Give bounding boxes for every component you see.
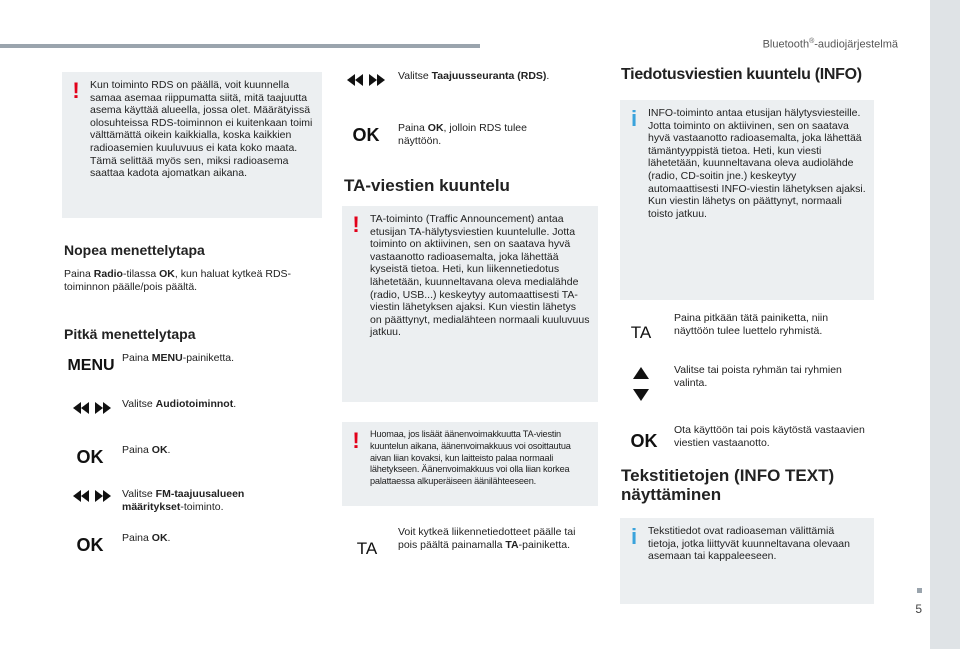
up-down-arrows-icon <box>630 366 652 402</box>
ta-heading: TA-viestien kuuntelu <box>344 176 510 195</box>
left-right-arrows-icon <box>344 72 388 88</box>
ok-button-icon: OK <box>76 446 104 467</box>
rds-warning-box <box>62 72 322 218</box>
quick-procedure-text: Paina Radio-tilassa OK, kun haluat kytkeä RDS-toiminnon päälle/pois päältä. <box>64 268 292 293</box>
quick-procedure-heading: Nopea menettelytapa <box>64 242 205 258</box>
ok-button-icon: OK <box>352 124 380 145</box>
info-heading: Tiedotusviestien kuuntelu (INFO) <box>621 66 862 83</box>
section-title: Bluetooth®-audiojärjestelmä <box>762 38 898 51</box>
warning-icon: ! <box>72 78 80 103</box>
header-rule <box>0 44 480 48</box>
info-icon: i <box>630 524 638 549</box>
info-note-box <box>620 100 874 300</box>
infotext-note-text: Tekstitiedot ovat radioaseman välittämiä tietoja, jotka liittyvät kuunneltavana olevaan asemaan tai kappaleeseen. <box>648 525 850 563</box>
volume-warning-box <box>342 422 598 506</box>
warning-icon: ! <box>352 428 360 453</box>
info-step-ok-text: Ota käyttöön tai pois käytöstä vastaavien viestien vastaanotto. <box>674 424 865 449</box>
ta-warning-text: TA-toiminto (Traffic Announcement) antaa etusijan TA-hälytysviestien kuuntelulle. Jotta toiminto on aktiivinen, sen on saatava hyvä vastaanotto radioasemalta, joka lähettää kyseistä tietoa. Heti, kun liikennetiedotus lähetetään, kuunneltavana oleva medialähde (radio, USB...) keskeytyy automaattisesti TA-viestin lähetyksen ajaksi. Kun viestin lähetys on päättynyt, medialähteen normaali kuuluvuus jatkuu. <box>370 213 590 339</box>
infotext-note-box <box>620 518 874 604</box>
ta-button-icon: TA <box>356 539 378 558</box>
step-rds-ok-text: Paina OK, jolloin RDS tulee näyttöön. <box>398 122 527 147</box>
info-step-list-text: Paina pitkään tätä painiketta, niin näyttöön tulee luettelo ryhmistä. <box>674 312 829 337</box>
page-marker <box>917 588 922 593</box>
info-icon: i <box>630 106 638 131</box>
info-note-text: INFO-toiminto antaa etusijan hälytysviesteille. Jotta toiminto on aktiivinen, sen on saatava hyvä vastaanotto radioasemalta, joka lähettää tämäntyyppistä tietoa. Heti, kun viesti lähetetään, kuunneltavana oleva audiolähde (radio, CD-soitin jne.) keskeytyy automaattisesti INFO-viestin lähetyksen ajaksi. Kun viestin lähetys on päättynyt, normaali toisto jatkuu. <box>648 107 866 220</box>
left-right-arrows-icon <box>70 400 114 416</box>
ta-button-icon: TA <box>630 323 652 342</box>
volume-warning-text: Huomaa, jos lisäät äänenvoimakkuutta TA-viestin kuuntelun aikana, äänenvoimakkuus voi osoittautua aivan liian kovaksi, kun laitteisto palaa normaali lähetykseen. Äänenvoimakkuus voi olla liian korkea palattaessa alkuperäiseen äänilähteeseen. <box>370 429 571 487</box>
ta-warning-box <box>342 206 598 402</box>
left-right-arrows-icon <box>70 488 114 504</box>
ok-button-icon: OK <box>630 430 658 451</box>
warning-icon: ! <box>352 212 360 237</box>
step-rds-tracking-text: Valitse Taajuusseuranta (RDS). <box>398 70 550 82</box>
step-audio-functions-text: Valitse Audiotoiminnot. <box>122 398 237 410</box>
page-number: 5 <box>915 602 922 616</box>
info-step-select-text: Valitse tai poista ryhmän tai ryhmien valinta. <box>674 364 842 389</box>
ok-button-icon: OK <box>76 534 104 555</box>
step-ok-text: Paina OK. <box>122 444 171 456</box>
menu-button-icon: MENU <box>67 357 115 374</box>
step-fm-settings-text: Valitse FM-taajuusalueen määritykset-toiminto. <box>122 488 245 513</box>
step-ok-text: Paina OK. <box>122 532 171 544</box>
rds-warning-text: Kun toiminto RDS on päällä, voit kuunnella samaa asemaa riippumatta siitä, mitä taajuutta asema käyttää alueella, jossa olet. Määrätyissä olosuhteissa RDS-toiminnon ei kuitenkaan toimi välttämättä oikein kaikkialla, koska kaikkien radioasemien kuuluvuus ei kata koko maata. Tämä selittää myös sen, miksi radioasema saattaa kadota ajomatkan aikana. <box>90 79 313 180</box>
infotext-heading: Tekstitietojen (INFO TEXT) näyttäminen <box>621 466 835 504</box>
page-edge-strip <box>930 0 960 649</box>
ta-toggle-text: Voit kytkeä liikennetiedotteet päälle tai pois päältä painamalla TA-painiketta. <box>398 526 576 551</box>
long-procedure-heading: Pitkä menettelytapa <box>64 326 196 342</box>
step-menu-text: Paina MENU-painiketta. <box>122 352 235 364</box>
